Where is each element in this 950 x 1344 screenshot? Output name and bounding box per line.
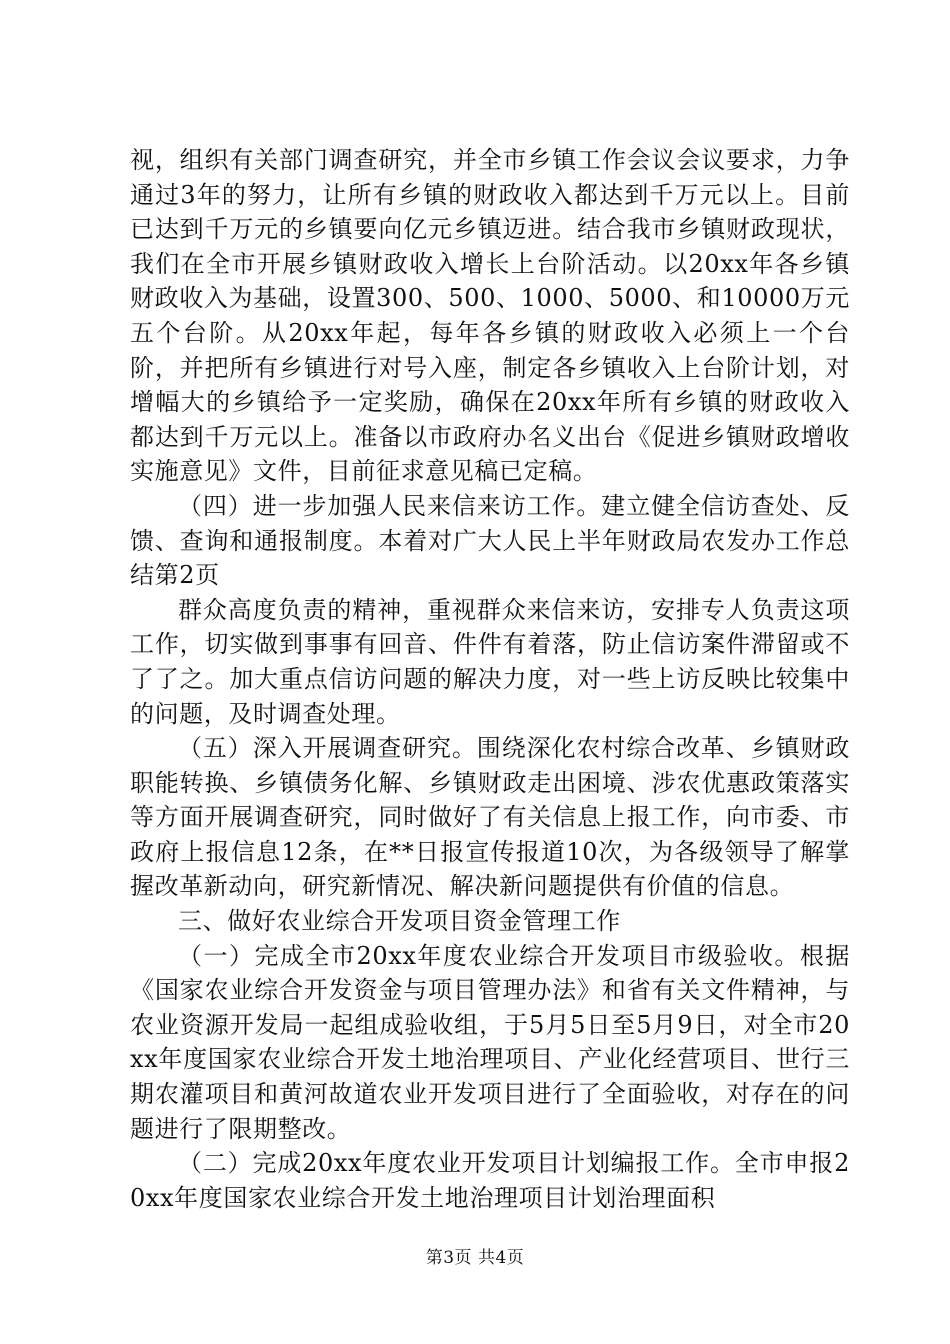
paragraph-acceptance: （一）完成全市20xx年度农业综合开发项目市级验收。根据《国家农业综合开发资金与项目管理办法》和省有关文件精神，与农业资源开发局一起组成验收组，于5月5日至5月9日，对全市20xx年度国家农业综合开发土地治理项目、产业化经营项目、世行三期农灌项目和黄河故道农业开发项目进行了全面验收，对存在的问题进行了限期整改。: [130, 941, 850, 1143]
document-body: [130, 143, 850, 1215]
paragraph-petition-work: （四）进一步加强人民来信来访工作。建立健全信访查处、反馈、查询和通报制度。本着对广大人民上半年财政局农发办工作总结第2页: [130, 491, 850, 590]
section-heading-3: 三、做好农业综合开发项目资金管理工作: [178, 907, 621, 936]
paragraph-research: （五）深入开展调查研究。围绕深化农村综合改革、乡镇财政职能转换、乡镇债务化解、乡镇财政走出困境、涉农优惠政策落实等方面开展调查研究，同时做好了有关信息上报工作，向市委、市政府上报信息12条，在**日报宣传报道10次，为各级领导了解掌握改革新动向，研究新情况、解决新问题提供有价值的信息。: [130, 734, 850, 901]
paragraph-project-plan: （二）完成20xx年度农业开发项目计划编报工作。全市申报20xx年度国家农业综合开发土地治理项目计划治理面积: [130, 1149, 850, 1212]
paragraph-township-revenue: 视，组织有关部门调查研究，并全市乡镇工作会议会议要求，力争通过3年的努力，让所有乡镇的财政收入都达到千万元以上。目前已达到千万元的乡镇要向亿元乡镇迈进。结合我市乡镇财政现状，我们在全市开展乡镇财政收入增长上台阶活动。以20xx年各乡镇财政收入为基础，设置300、500、1000、5000、和10000万元五个台阶。从20xx年起，每年各乡镇的财政收入必须上一个台阶，并把所有乡镇进行对号入座，制定各乡镇收入上台阶计划，对增幅大的乡镇给予一定奖励，确保在20xx年所有乡镇的财政收入都达到千万元以上。准备以市政府办名义出台《促进乡镇财政增收实施意见》文件，目前征求意见稿已定稿。: [130, 146, 850, 486]
paragraph-petition-continued: 群众高度负责的精神，重视群众来信来访，安排专人负责这项工作，切实做到事事有回音、件件有着落，防止信访案件滞留或不了了之。加大重点信访问题的解决力度，对一些上访反映比较集中的问题，及时调查处理。: [130, 595, 850, 728]
page-footer: 第3页 共4页: [425, 1248, 525, 1268]
